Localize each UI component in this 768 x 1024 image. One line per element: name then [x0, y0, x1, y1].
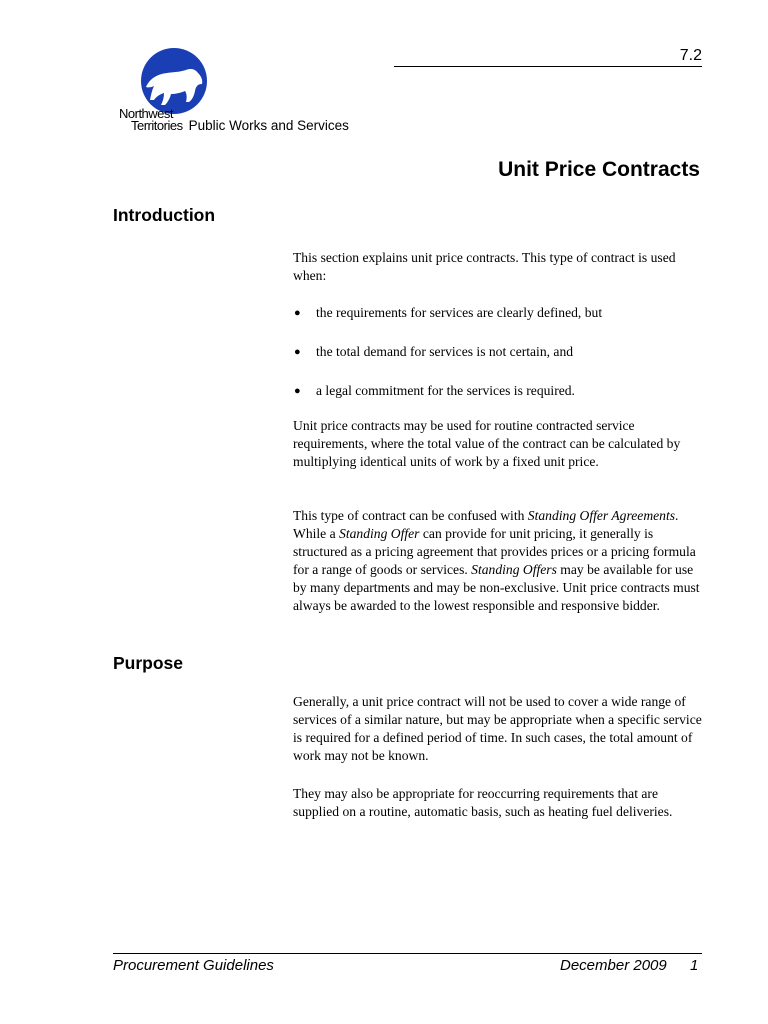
paragraph-text: can provide for unit pricing, it generally is structured as a pricing agreement that provides prices or a pricing formula for a range of goods or services. [293, 526, 696, 577]
section-number: 7.2 [679, 47, 702, 64]
list-item [293, 304, 703, 322]
introduction-lead: This section explains unit price contracts. This type of contract is used when: [293, 250, 676, 283]
purpose-paragraph-2: They may also be appropriate for reoccurring requirements that are supplied on a routine, automatic basis, such as heating fuel deliveries. [293, 786, 673, 819]
logo-text-line2 [131, 118, 349, 133]
list-item [293, 343, 703, 361]
bullet-icon: ● [294, 385, 301, 397]
bullet-icon: ● [294, 307, 301, 319]
paragraph-text: This type of contract can be confused with [293, 508, 528, 523]
requirements-list [293, 304, 703, 421]
logo-text-territories: Territories [131, 118, 183, 133]
standing-offers-term: Standing Offers [471, 562, 557, 577]
list-item-text: the requirements for services are clearly defined, but [316, 305, 603, 320]
introduction-paragraph-1: Unit price contracts may be used for routine contracted service requirements, where the total value of the contract can be calculated by multiplying identical units of work by a fixed unit price. [293, 418, 681, 469]
list-item-text: a legal commitment for the services is required. [316, 383, 575, 398]
footer-document-title: Procurement Guidelines [113, 957, 274, 974]
purpose-heading: Purpose [113, 653, 184, 673]
page-title: Unit Price Contracts [498, 158, 700, 181]
introduction-paragraph-2 [293, 507, 703, 615]
paragraph-text: . While a [293, 508, 679, 541]
list-item [293, 382, 703, 400]
standing-offer-term: Standing Offer [339, 526, 420, 541]
footer-rule [113, 953, 702, 954]
bullet-icon: ● [294, 346, 301, 358]
page-number: 1 [690, 957, 699, 974]
department-name: Public Works and Services [188, 118, 349, 133]
purpose-paragraph-1: Generally, a unit price contract will not be used to cover a wide range of services of a similar nature, but may be appropriate when a specific service is required for a defined period of time. In such cases, the total amount of work may not be known. [293, 694, 702, 763]
standing-offer-agreements-term: Standing Offer Agreements [527, 508, 676, 523]
polar-bear-logo-icon [140, 47, 208, 115]
header-rule [394, 66, 702, 67]
footer-date: December 2009 [560, 957, 667, 974]
paragraph-text: may be available for use by many departments and may be non-exclusive. Unit price contracts must always be awarded to the lowest responsible and responsive bidder. [293, 562, 700, 613]
introduction-heading: Introduction [113, 205, 216, 225]
list-item-text: the total demand for services is not certain, and [316, 344, 574, 359]
logo-text-northwest: Northwest [119, 106, 174, 121]
